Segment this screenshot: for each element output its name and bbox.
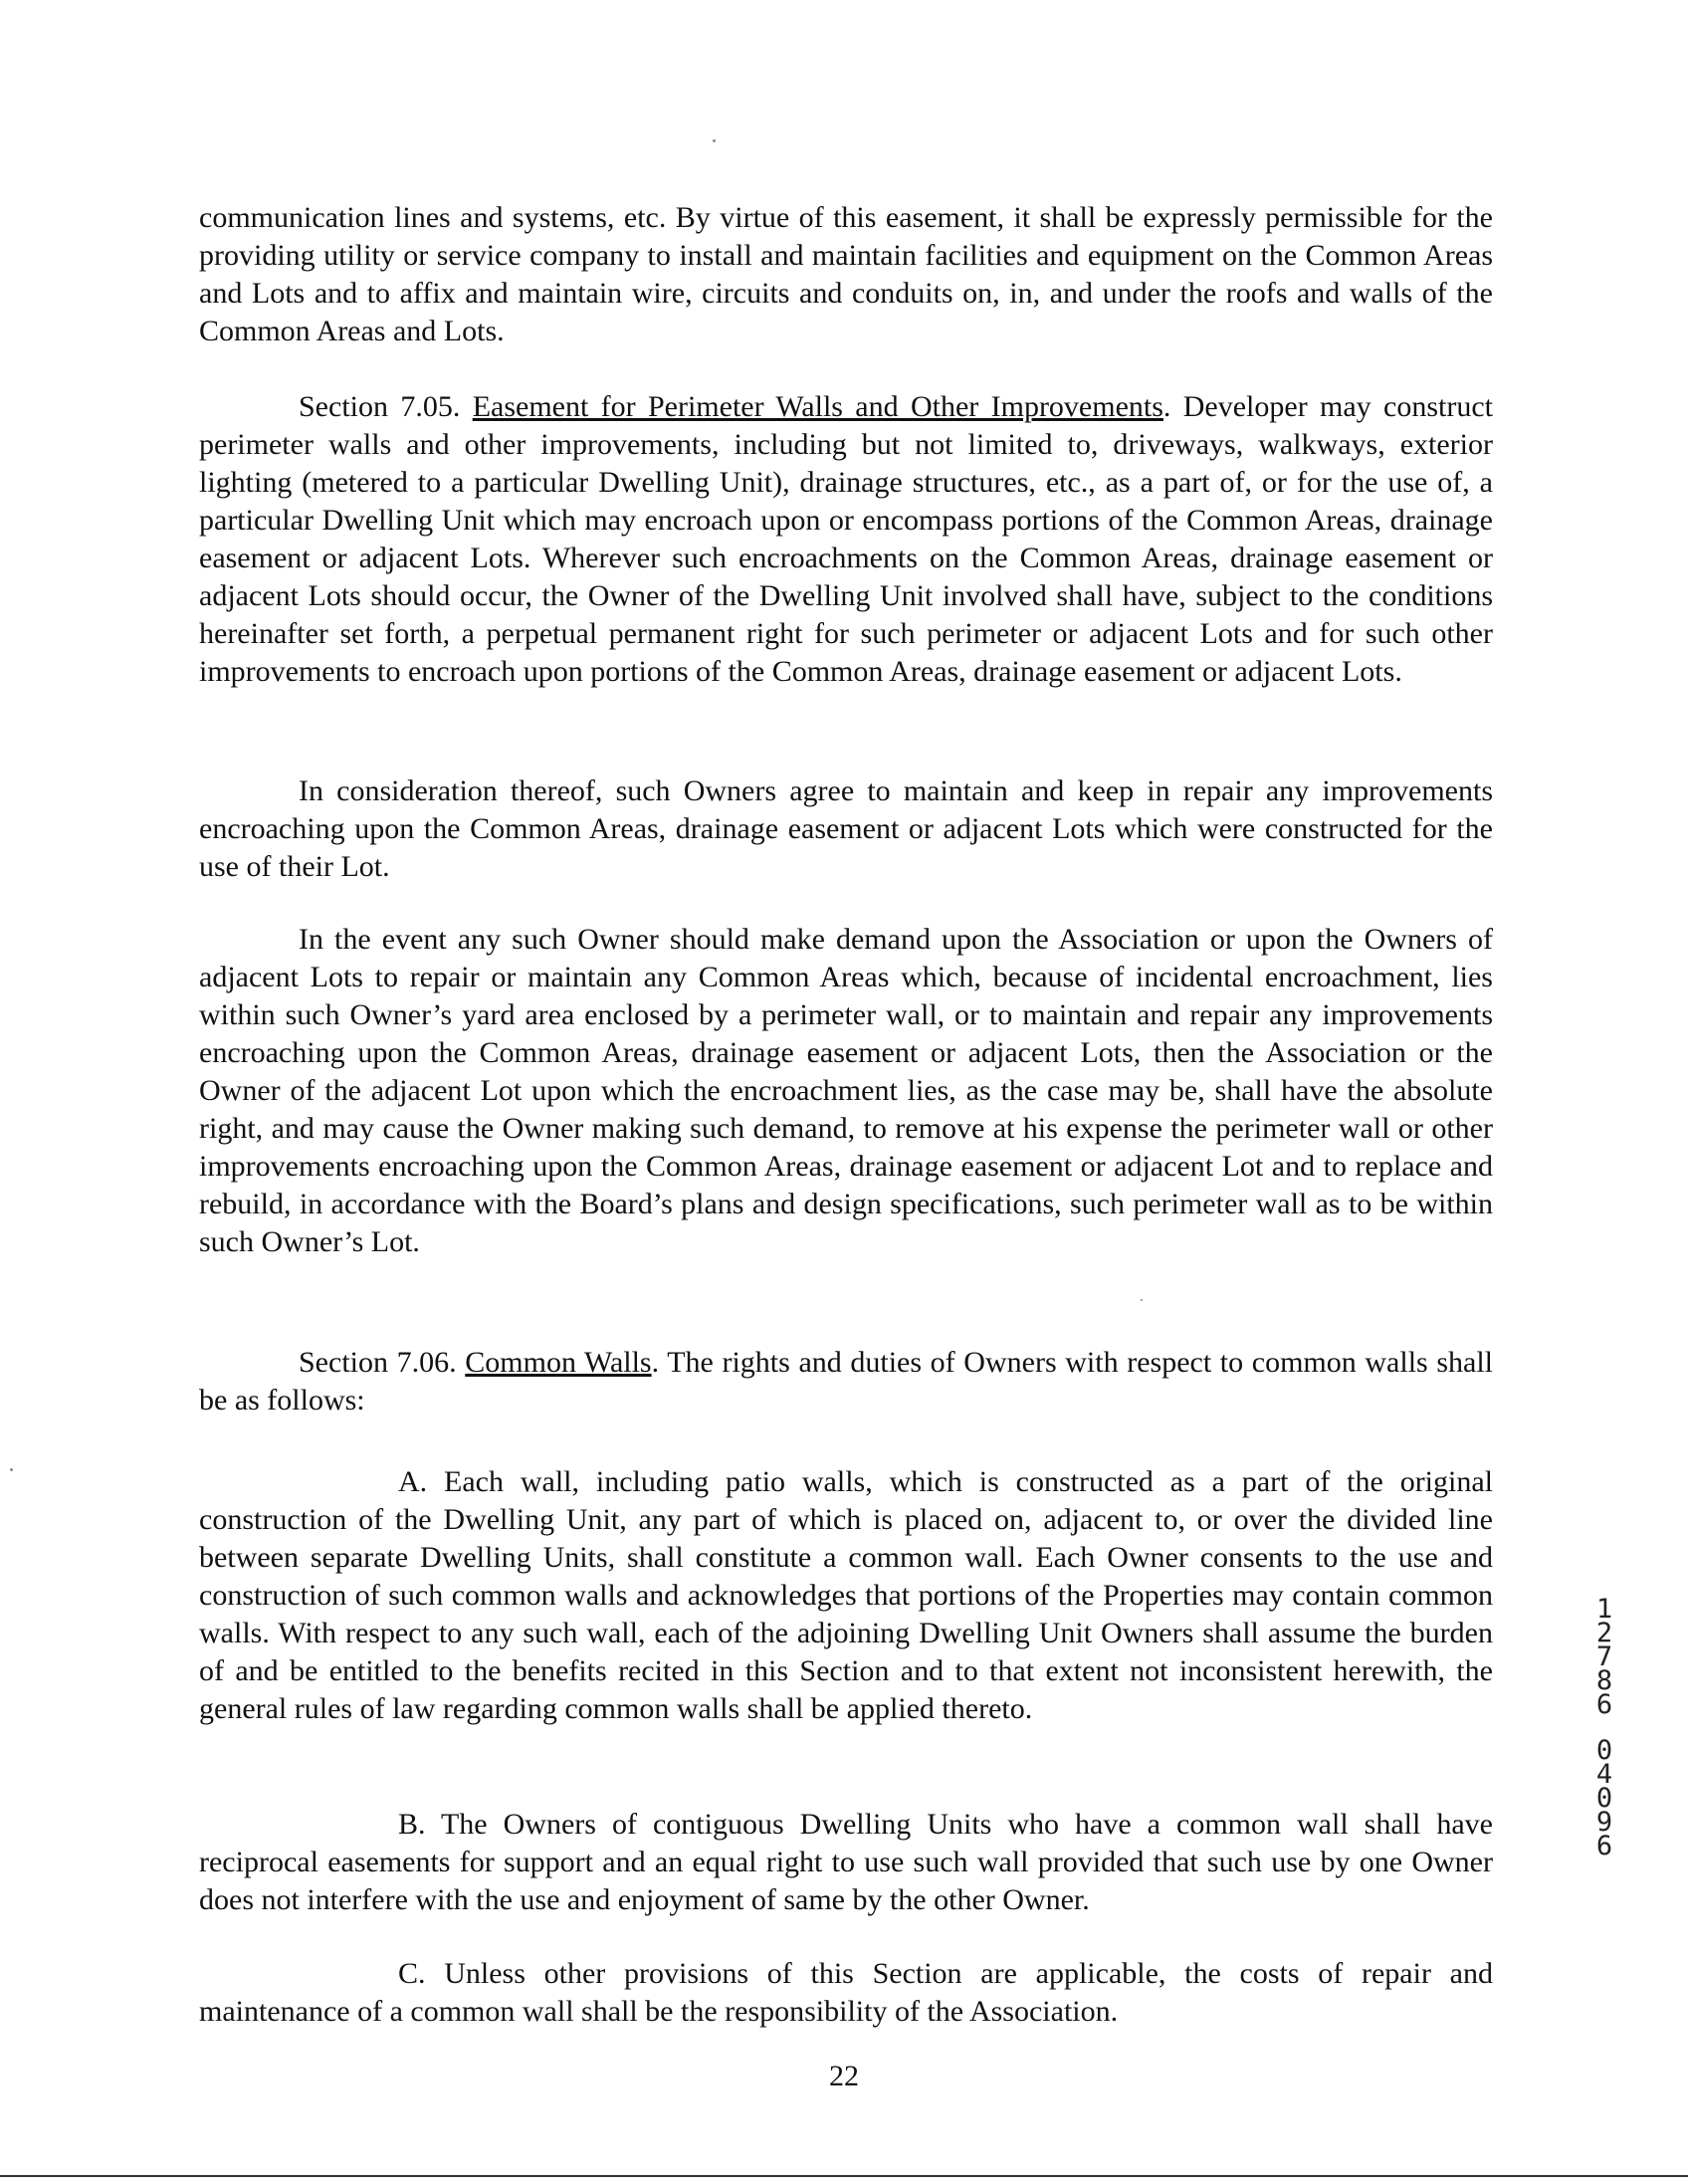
recording-digit: 6 xyxy=(1595,1831,1613,1861)
bottom-scan-rule xyxy=(0,2175,1688,2177)
recording-digit: 9 xyxy=(1595,1807,1613,1838)
recording-digit: 4 xyxy=(1595,1759,1613,1790)
demand-paragraph: In the event any such Owner should make demand upon the Association or upon the Owners of adjacent Lots to repair or maintain any Common Areas which, because of incidental encroachment, lies within such Owner’s yard area enclosed by a perimeter wall, or to maintain and repair any improvements encroaching upon the Common Areas, drainage easement or adjacent Lots, then the Association or the Owner of the adjacent Lot upon which the encroachment lies, as the case may be, shall have the absolute right, and may cause the Owner making such demand, to remove at his expense the perimeter wall or other improvements encroaching upon the Common Areas, drainage easement or adjacent Lot and to replace and rebuild, in accordance with the Board’s plans and design specifications, such perimeter wall as to be within such Owner’s Lot. xyxy=(199,923,1493,1258)
recording-digit: 7 xyxy=(1595,1641,1613,1672)
scan-speck xyxy=(10,1468,13,1471)
section-7-06-body: . The rights and duties of Owners with respect to common walls shall be as follows: xyxy=(199,1346,1493,1417)
recording-digit: 0 xyxy=(1595,1783,1613,1814)
section-7-06-paragraph xyxy=(199,1344,1493,1420)
section-7-05-heading: Easement for Perimeter Walls and Other Improvements xyxy=(472,390,1163,423)
consideration-paragraph: In consideration thereof, such Owners agree to maintain and keep in repair any improvements encroaching upon the Common Areas, drainage easement or adjacent Lots which were constructed for the use of their Lot. xyxy=(199,774,1493,883)
recording-digit: 1 xyxy=(1595,1594,1613,1625)
page-number: 22 xyxy=(829,2060,859,2092)
recording-digit: 6 xyxy=(1595,1689,1613,1720)
clause-b: B. The Owners of contiguous Dwelling Units who have a common wall shall have reciprocal easements for support and an equal right to use such wall provided that such use by one Owner does not interfere with the use and enjoyment of same by the other Owner. xyxy=(199,1808,1493,1916)
section-7-06-heading: Common Walls xyxy=(465,1346,652,1379)
clause-a: A. Each wall, including patio walls, which is constructed as a part of the original construction of the Dwelling Unit, any part of which is placed on, adjacent to, or over the divided line between separate Dwelling Units, shall constitute a common wall. Each Owner consents to the use and construction of such common walls and acknowledges that portions of the Properties may contain common walls. With respect to any such wall, each of the adjoining Dwelling Unit Owners shall assume the burden of and be entitled to the benefits recited in this Section and to that extent not inconsistent herewith, the general rules of law regarding common walls shall be applied thereto. xyxy=(199,1465,1493,1725)
section-7-05-body: . Developer may construct perimeter walls and other improvements, including but not limited to, driveways, walkways, exterior lighting (metered to a particular Dwelling Unit), drainage structures, etc., as a part of, or for the use of, a particular Dwelling Unit which may encroach upon or encompass portions of the Common Areas, drainage easement or adjacent Lots. Wherever such encroachments on the Common Areas, drainage easement or adjacent Lots should occur, the Owner of the Dwelling Unit involved shall have, subject to the conditions hereinafter set forth, a perpetual permanent right for such perimeter or adjacent Lots and for such other improvements to encroach upon portions of the Common Areas, drainage easement or adjacent Lots. xyxy=(199,390,1493,688)
section-7-05-number: Section 7.05. xyxy=(299,390,461,423)
continuation-paragraph: communication lines and systems, etc. By virtue of this easement, it shall be expressly permissible for the providing utility or service company to install and maintain facilities and equipment on the Common Areas and Lots and to affix and maintain wire, circuits and conduits on, in, and under the roofs and walls of the Common Areas and Lots. xyxy=(199,201,1493,347)
section-7-06-number: Section 7.06. xyxy=(299,1346,457,1379)
recording-digit: 8 xyxy=(1595,1665,1613,1696)
section-7-05-paragraph xyxy=(199,388,1493,691)
clause-c: C. Unless other provisions of this Section are applicable, the costs of repair and maintenance of a common wall shall be the responsibility of the Association. xyxy=(199,1957,1493,2028)
recording-digit: 2 xyxy=(1595,1618,1613,1648)
recording-number xyxy=(1586,1594,1622,1861)
scan-speck xyxy=(1141,1299,1143,1301)
scan-speck xyxy=(713,139,716,142)
recording-digit: 0 xyxy=(1595,1735,1613,1766)
